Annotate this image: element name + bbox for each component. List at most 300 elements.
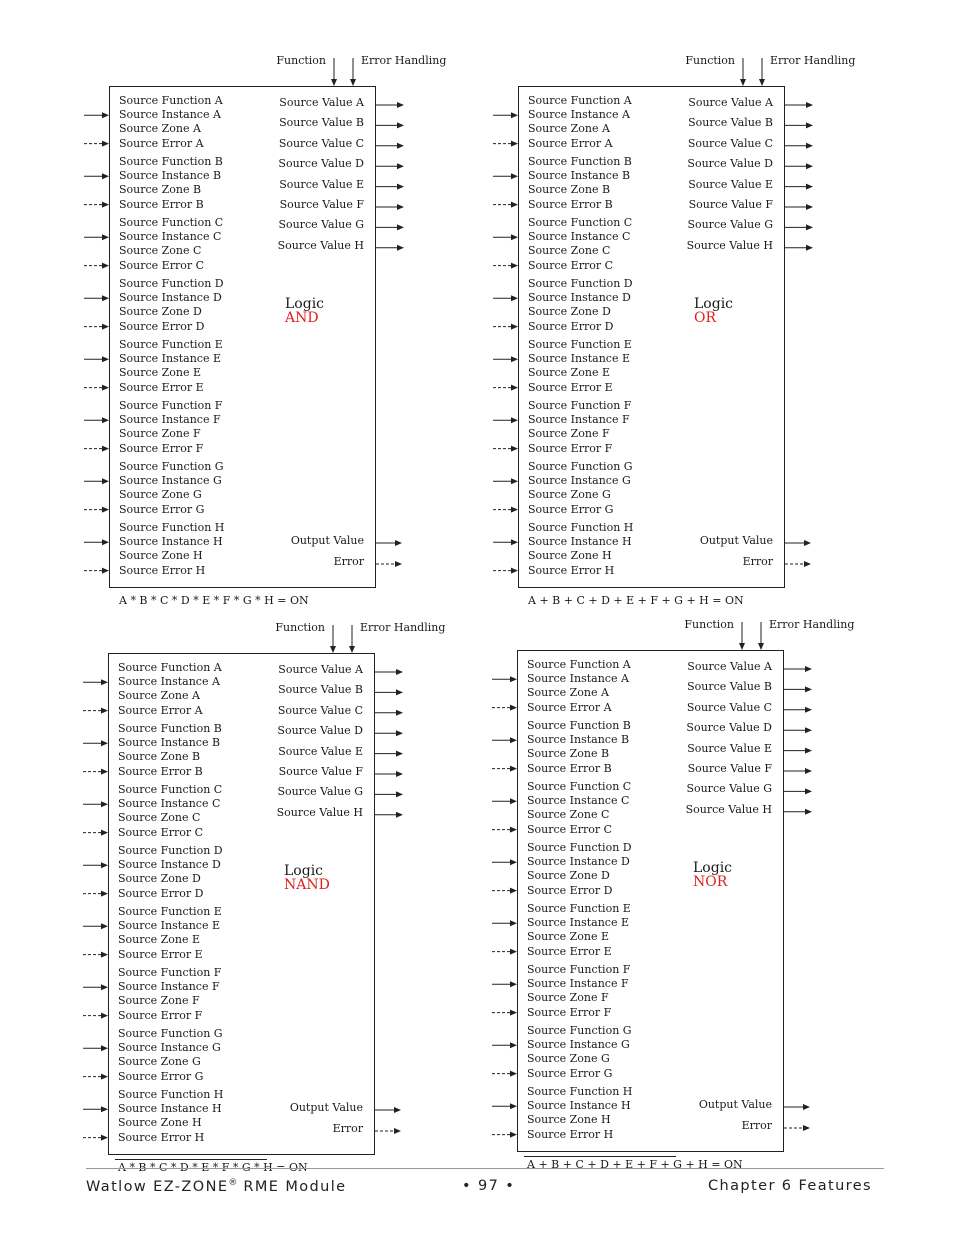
input-label: Source Function B	[118, 722, 222, 735]
input-label: Source Zone H	[118, 1116, 202, 1130]
source-error-arrowhead	[102, 568, 109, 574]
source-error-arrowhead	[510, 888, 517, 894]
input-label: Source Instance H	[119, 535, 223, 549]
input-label: Source Error E	[119, 380, 204, 394]
input-label: Source Function F	[528, 399, 632, 412]
input-label: Source Function C	[527, 780, 632, 793]
source-value-output-label: Source Value A	[278, 663, 363, 676]
source-value-arrowhead	[806, 224, 813, 230]
source-input-arrowhead	[511, 356, 518, 362]
source-input-arrowhead	[101, 923, 108, 929]
input-label: Source Instance E	[527, 916, 630, 930]
source-error-arrowhead	[101, 891, 108, 897]
source-value-output-label: Source Value D	[686, 721, 772, 735]
source-value-arrowhead	[397, 102, 404, 108]
input-label: Source Function G	[528, 460, 633, 473]
input-label: Source Error F	[527, 1005, 612, 1019]
source-value-output-label: Source Value D	[687, 157, 773, 171]
source-input-arrowhead	[101, 1106, 108, 1112]
input-label: Source Instance F	[118, 980, 220, 994]
source-value-arrowhead	[806, 143, 813, 149]
input-label: Source Zone A	[527, 686, 609, 700]
source-value-arrowhead	[397, 184, 404, 190]
input-label: Source Function E	[528, 338, 632, 351]
nor-logic-diagram	[478, 614, 868, 1174]
input-label: Source Error C	[118, 825, 204, 839]
source-value-arrowhead	[397, 163, 404, 169]
function-label: Function	[275, 621, 325, 634]
source-value-output-label: Source Value H	[276, 805, 363, 819]
source-value-arrowhead	[396, 730, 403, 736]
input-label: Source Error F	[119, 441, 204, 455]
input-label: Source Instance E	[528, 352, 631, 366]
input-label: Source Function F	[527, 963, 631, 976]
error-handling-arrowhead	[758, 643, 764, 650]
input-label: Source Error D	[118, 886, 204, 900]
input-label: Source Error E	[118, 947, 203, 961]
logic-label: Logic	[694, 296, 734, 312]
footer-module: RME Module	[237, 1178, 347, 1195]
source-value-arrowhead	[396, 669, 403, 675]
source-error-arrowhead	[511, 446, 518, 452]
input-label: Source Zone E	[527, 930, 610, 944]
input-label: Source Instance H	[118, 1102, 222, 1116]
input-label: Source Zone F	[527, 991, 609, 1005]
footer-chapter: Chapter 6 Features	[708, 1178, 872, 1194]
logic-type: NOR	[693, 874, 728, 890]
input-label: Source Function D	[119, 277, 224, 290]
source-input-arrowhead	[511, 295, 518, 301]
source-error-arrowhead	[102, 507, 109, 513]
input-label: Source Function G	[527, 1024, 632, 1037]
source-input-arrowhead	[511, 112, 518, 118]
source-value-arrowhead	[397, 245, 404, 251]
input-label: Source Zone D	[119, 305, 202, 319]
error-handling-label: Error Handling	[361, 54, 447, 67]
input-label: Source Function E	[118, 905, 222, 918]
input-label: Source Function D	[528, 277, 633, 290]
source-input-arrowhead	[511, 478, 518, 484]
source-error-arrowhead	[511, 141, 518, 147]
input-label: Source Error G	[119, 502, 205, 516]
error-output-label: Error	[333, 555, 364, 568]
error-output-label: Error	[332, 1122, 363, 1135]
error-output-arrowhead	[803, 1125, 810, 1131]
input-label: Source Zone H	[119, 549, 203, 563]
input-label: Source Zone F	[119, 427, 201, 441]
input-label: Source Function H	[528, 521, 634, 534]
input-label: Source Zone B	[528, 183, 611, 197]
source-value-arrowhead	[397, 143, 404, 149]
source-error-arrowhead	[102, 141, 109, 147]
input-label: Source Zone G	[528, 488, 611, 502]
error-handling-arrowhead	[349, 646, 355, 653]
source-value-arrowhead	[806, 184, 813, 190]
input-label: Source Instance H	[527, 1099, 631, 1113]
source-value-arrowhead	[805, 707, 812, 713]
input-label: Source Error G	[118, 1069, 204, 1083]
error-output-arrowhead	[804, 561, 811, 567]
source-error-arrowhead	[101, 1013, 108, 1019]
input-label: Source Instance A	[528, 108, 630, 122]
source-value-output-label: Source Value F	[687, 762, 772, 775]
source-value-arrowhead	[396, 771, 403, 777]
source-error-arrowhead	[511, 202, 518, 208]
input-label: Source Zone A	[118, 689, 200, 703]
input-label: Source Error A	[527, 700, 612, 714]
source-value-output-label: Source Value G	[277, 785, 363, 799]
input-label: Source Instance D	[118, 858, 221, 872]
input-label: Source Function C	[118, 783, 223, 796]
source-value-arrowhead	[805, 788, 812, 794]
source-value-arrowhead	[806, 122, 813, 128]
source-error-arrowhead	[101, 708, 108, 714]
source-input-arrowhead	[102, 173, 109, 179]
function-arrowhead	[331, 79, 337, 86]
source-input-arrowhead	[102, 112, 109, 118]
logic-type: AND	[285, 310, 319, 326]
source-input-arrowhead	[101, 984, 108, 990]
source-error-arrowhead	[510, 827, 517, 833]
source-value-output-label: Source Value C	[686, 700, 772, 714]
source-value-output-label: Source Value B	[688, 116, 773, 130]
source-value-arrowhead	[396, 812, 403, 818]
input-label: Source Instance C	[527, 794, 630, 808]
source-input-arrowhead	[101, 1045, 108, 1051]
input-label: Source Error A	[528, 136, 613, 150]
source-input-arrowhead	[102, 234, 109, 240]
input-label: Source Function C	[119, 216, 224, 229]
input-label: Source Instance F	[119, 413, 221, 427]
input-label: Source Instance C	[119, 230, 222, 244]
input-label: Source Function D	[118, 844, 223, 857]
input-label: Source Instance C	[118, 797, 221, 811]
source-value-output-label: Source Value C	[687, 136, 773, 150]
function-label: Function	[276, 54, 326, 67]
source-value-arrowhead	[806, 204, 813, 210]
source-error-arrowhead	[101, 1074, 108, 1080]
input-label: Source Error D	[527, 883, 613, 897]
source-input-arrowhead	[101, 862, 108, 868]
input-label: Source Function B	[119, 155, 223, 168]
source-input-arrowhead	[510, 676, 517, 682]
source-value-arrowhead	[396, 710, 403, 716]
source-error-arrowhead	[102, 202, 109, 208]
source-input-arrowhead	[101, 679, 108, 685]
input-label: Source Function F	[119, 399, 223, 412]
input-label: Source Instance A	[119, 108, 221, 122]
input-label: Source Zone B	[118, 750, 201, 764]
output-value-arrowhead	[394, 1107, 401, 1113]
source-error-arrowhead	[511, 568, 518, 574]
input-label: Source Function H	[527, 1085, 633, 1098]
input-label: Source Instance C	[528, 230, 631, 244]
output-value-arrowhead	[803, 1104, 810, 1110]
input-label: Source Error C	[119, 258, 205, 272]
logic-formula: A * B * C * D * E * F * G * H = ON	[119, 594, 309, 607]
source-input-arrowhead	[101, 801, 108, 807]
source-value-output-label: Source Value F	[279, 198, 364, 211]
source-error-arrowhead	[510, 949, 517, 955]
input-label: Source Error F	[528, 441, 613, 455]
input-label: Source Error D	[528, 319, 614, 333]
input-label: Source Error H	[527, 1127, 614, 1141]
or-logic-diagram	[479, 50, 869, 610]
input-label: Source Error F	[118, 1008, 203, 1022]
input-label: Source Function C	[528, 216, 633, 229]
source-value-output-label: Source Value D	[278, 157, 364, 171]
input-label: Source Function B	[528, 155, 632, 168]
formula-overline	[524, 1156, 676, 1157]
source-value-output-label: Source Value H	[685, 802, 772, 816]
error-handling-arrowhead	[350, 79, 356, 86]
input-label: Source Zone B	[119, 183, 202, 197]
input-label: Source Error C	[528, 258, 614, 272]
input-label: Source Zone E	[528, 366, 611, 380]
source-error-arrowhead	[101, 769, 108, 775]
input-label: Source Instance E	[119, 352, 222, 366]
input-label: Source Error A	[119, 136, 204, 150]
source-value-arrowhead	[805, 727, 812, 733]
source-error-arrowhead	[510, 705, 517, 711]
source-value-arrowhead	[806, 102, 813, 108]
source-value-output-label: Source Value C	[277, 703, 363, 717]
error-handling-arrowhead	[759, 79, 765, 86]
input-label: Source Error E	[527, 944, 612, 958]
input-label: Source Function E	[119, 338, 223, 351]
input-label: Source Zone E	[119, 366, 202, 380]
input-label: Source Function B	[527, 719, 631, 732]
error-output-label: Error	[742, 555, 773, 568]
source-input-arrowhead	[102, 539, 109, 545]
input-label: Source Zone C	[528, 244, 611, 258]
input-label: Source Error B	[118, 764, 203, 778]
source-value-arrowhead	[805, 809, 812, 815]
input-label: Source Zone C	[119, 244, 202, 258]
output-value-arrowhead	[395, 540, 402, 546]
source-input-arrowhead	[101, 740, 108, 746]
source-value-arrowhead	[396, 791, 403, 797]
source-input-arrowhead	[510, 798, 517, 804]
input-label: Source Zone G	[527, 1052, 610, 1066]
input-label: Source Instance B	[528, 169, 631, 183]
input-label: Source Instance A	[527, 672, 629, 686]
source-value-output-label: Source Value G	[278, 218, 364, 232]
function-label: Function	[684, 618, 734, 631]
input-label: Source Zone D	[118, 872, 201, 886]
input-label: Source Error C	[527, 822, 613, 836]
logic-formula: A + B + C + D + E + F + G + H = ON	[528, 594, 744, 607]
input-label: Source Instance G	[119, 474, 222, 488]
logic-label: Logic	[693, 860, 733, 876]
source-input-arrowhead	[102, 478, 109, 484]
source-value-arrowhead	[806, 163, 813, 169]
input-label: Source Zone A	[119, 122, 201, 136]
nand-logic-diagram	[69, 617, 459, 1177]
input-label: Source Instance H	[528, 535, 632, 549]
source-value-output-label: Source Value B	[278, 683, 363, 697]
error-output-arrowhead	[394, 1128, 401, 1134]
input-label: Source Instance B	[118, 736, 221, 750]
input-label: Source Zone C	[118, 811, 201, 825]
input-label: Source Instance D	[528, 291, 631, 305]
source-value-arrowhead	[397, 224, 404, 230]
input-label: Source Zone H	[528, 549, 612, 563]
input-label: Source Instance B	[119, 169, 222, 183]
source-value-arrowhead	[805, 768, 812, 774]
input-label: Source Error G	[528, 502, 614, 516]
source-error-arrowhead	[102, 446, 109, 452]
source-value-arrowhead	[396, 689, 403, 695]
input-label: Source Error D	[119, 319, 205, 333]
input-label: Source Zone F	[118, 994, 200, 1008]
function-arrowhead	[740, 79, 746, 86]
input-label: Source Function A	[527, 658, 631, 671]
source-value-output-label: Source Value F	[278, 765, 363, 778]
input-label: Source Error E	[528, 380, 613, 394]
input-label: Source Function H	[118, 1088, 224, 1101]
output-value-label: Output Value	[290, 534, 364, 547]
footer-brand: Watlow EZ-ZONE	[86, 1178, 229, 1195]
source-input-arrowhead	[510, 737, 517, 743]
source-value-output-label: Source Value E	[279, 177, 364, 191]
input-label: Source Function F	[118, 966, 222, 979]
formula-overline	[115, 1159, 267, 1160]
source-value-output-label: Source Value H	[686, 238, 773, 252]
source-value-output-label: Source Value C	[278, 136, 364, 150]
input-label: Source Zone D	[528, 305, 611, 319]
source-input-arrowhead	[511, 539, 518, 545]
input-label: Source Function A	[119, 94, 223, 107]
source-value-output-label: Source Value F	[688, 198, 773, 211]
error-handling-label: Error Handling	[769, 618, 855, 631]
source-input-arrowhead	[510, 1042, 517, 1048]
source-value-output-label: Source Value A	[687, 660, 772, 673]
input-label: Source Zone C	[527, 808, 610, 822]
output-value-label: Output Value	[289, 1101, 363, 1114]
input-label: Source Error H	[118, 1130, 205, 1144]
input-label: Source Function D	[527, 841, 632, 854]
error-handling-label: Error Handling	[360, 621, 446, 634]
source-value-output-label: Source Value A	[688, 96, 773, 109]
output-value-label: Output Value	[699, 534, 773, 547]
input-label: Source Error B	[119, 197, 204, 211]
registered-mark: ®	[228, 1178, 238, 1188]
source-value-arrowhead	[805, 666, 812, 672]
source-value-output-label: Source Value H	[277, 238, 364, 252]
source-value-arrowhead	[806, 245, 813, 251]
source-error-arrowhead	[102, 263, 109, 269]
logic-formula: A * B * C * D * E * F * G * H = ON	[118, 1161, 308, 1174]
source-value-output-label: Source Value B	[279, 116, 364, 130]
input-label: Source Zone G	[118, 1055, 201, 1069]
input-label: Source Error B	[527, 761, 612, 775]
input-label: Source Function H	[119, 521, 225, 534]
source-error-arrowhead	[510, 1010, 517, 1016]
source-input-arrowhead	[511, 173, 518, 179]
input-label: Source Instance G	[118, 1041, 221, 1055]
input-label: Source Zone D	[527, 869, 610, 883]
error-output-arrowhead	[395, 561, 402, 567]
input-label: Source Zone B	[527, 747, 610, 761]
source-input-arrowhead	[510, 1103, 517, 1109]
source-error-arrowhead	[101, 830, 108, 836]
error-output-label: Error	[741, 1119, 772, 1132]
input-label: Source Instance D	[527, 855, 630, 869]
source-value-output-label: Source Value G	[686, 782, 772, 796]
input-label: Source Function G	[119, 460, 224, 473]
error-handling-label: Error Handling	[770, 54, 856, 67]
page-footer	[86, 1168, 884, 1209]
source-error-arrowhead	[511, 324, 518, 330]
input-label: Source Zone E	[118, 933, 201, 947]
source-value-arrowhead	[397, 122, 404, 128]
footer-product	[86, 1178, 346, 1195]
input-label: Source Instance G	[527, 1038, 630, 1052]
input-label: Source Error H	[528, 563, 615, 577]
input-label: Source Function A	[528, 94, 632, 107]
source-error-arrowhead	[510, 1071, 517, 1077]
input-label: Source Instance B	[527, 733, 630, 747]
input-label: Source Zone A	[528, 122, 610, 136]
source-input-arrowhead	[102, 417, 109, 423]
source-value-output-label: Source Value E	[278, 744, 363, 758]
footer-page-number: • 97 •	[462, 1178, 516, 1194]
source-value-arrowhead	[396, 751, 403, 757]
and-logic-diagram	[70, 50, 460, 610]
input-label: Source Instance F	[528, 413, 630, 427]
output-value-arrowhead	[804, 540, 811, 546]
input-label: Source Error G	[527, 1066, 613, 1080]
input-label: Source Error B	[528, 197, 613, 211]
input-label: Source Zone G	[119, 488, 202, 502]
logic-type: OR	[694, 310, 717, 326]
input-label: Source Instance F	[527, 977, 629, 991]
source-error-arrowhead	[511, 507, 518, 513]
source-value-output-label: Source Value B	[687, 680, 772, 694]
source-error-arrowhead	[102, 324, 109, 330]
source-input-arrowhead	[510, 859, 517, 865]
input-label: Source Error H	[119, 563, 206, 577]
function-label: Function	[685, 54, 735, 67]
source-input-arrowhead	[102, 295, 109, 301]
source-error-arrowhead	[511, 385, 518, 391]
input-label: Source Instance E	[118, 919, 221, 933]
input-label: Source Instance D	[119, 291, 222, 305]
source-value-output-label: Source Value A	[279, 96, 364, 109]
source-input-arrowhead	[102, 356, 109, 362]
source-input-arrowhead	[510, 981, 517, 987]
source-value-output-label: Source Value E	[688, 177, 773, 191]
source-error-arrowhead	[510, 1132, 517, 1138]
input-label: Source Zone H	[527, 1113, 611, 1127]
input-label: Source Function G	[118, 1027, 223, 1040]
function-arrowhead	[739, 643, 745, 650]
source-value-output-label: Source Value D	[277, 724, 363, 738]
source-value-output-label: Source Value E	[687, 741, 772, 755]
logic-formula: A + B + C + D + E + F + G + H = ON	[527, 1158, 743, 1171]
input-label: Source Function A	[118, 661, 222, 674]
source-value-arrowhead	[397, 204, 404, 210]
source-error-arrowhead	[101, 1135, 108, 1141]
logic-label: Logic	[284, 863, 324, 879]
input-label: Source Error A	[118, 703, 203, 717]
source-value-arrowhead	[805, 748, 812, 754]
source-error-arrowhead	[510, 766, 517, 772]
source-error-arrowhead	[511, 263, 518, 269]
input-label: Source Function E	[527, 902, 631, 915]
logic-label: Logic	[285, 296, 325, 312]
